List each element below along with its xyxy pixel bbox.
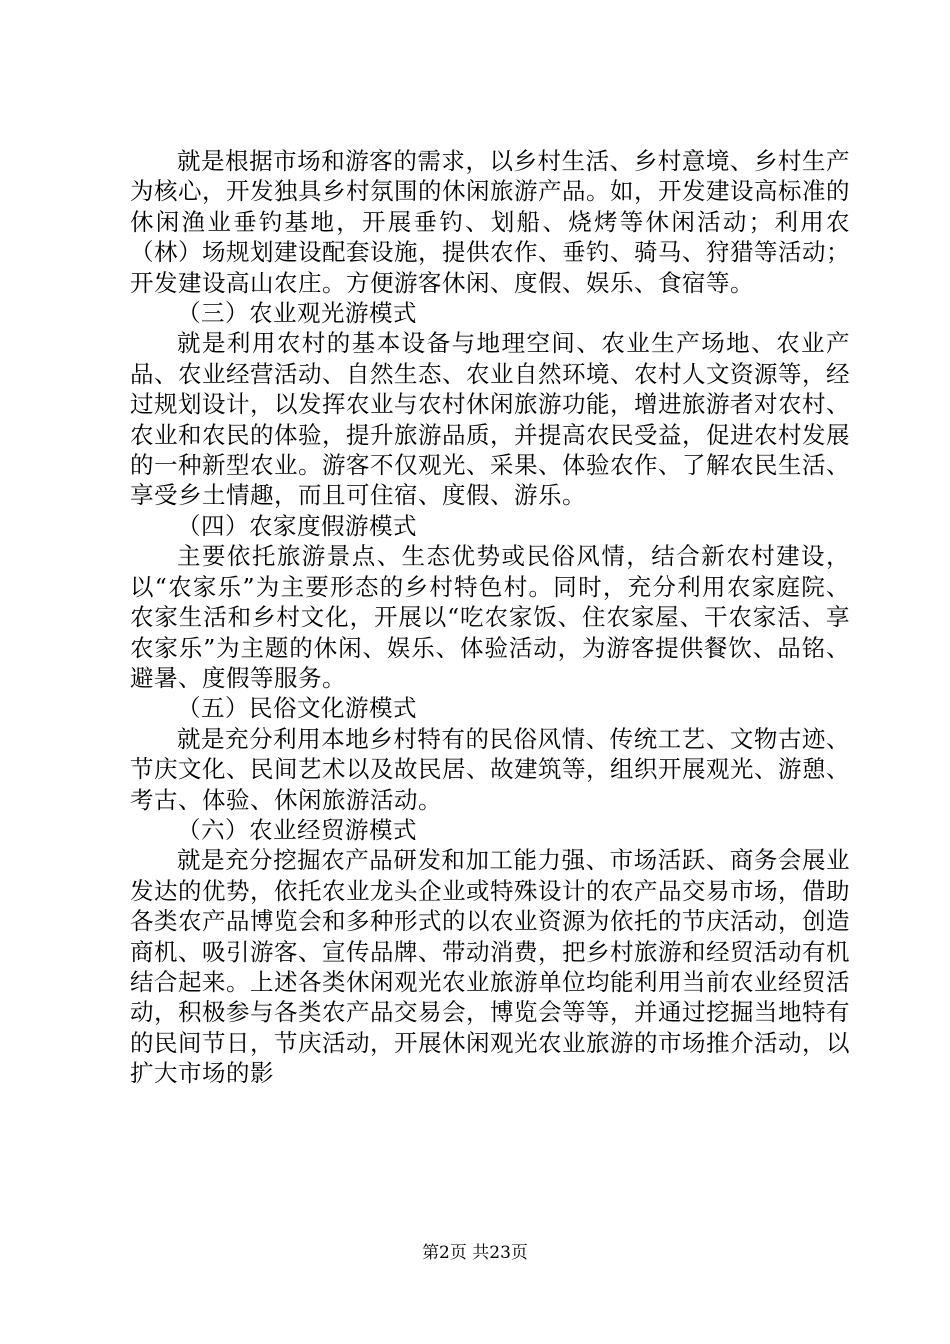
heading-section-6: （六）农业经贸游模式 <box>177 815 417 844</box>
page-number-footer: 第2页 共23页 <box>422 1243 528 1263</box>
paragraph-farmhouse-holiday: 主要依托旅游景点、生态优势或民俗风情，结合新农村建设，以“农家乐”为主要形态的乡村特色村。同时，充分利用农家庭院、农家生活和乡村文化，开展以“吃农家饭、住农家屋、干农家活、享农家乐”为主题的休闲、娱乐、体验活动，为游客提供餐饮、品铭、避暑、度假等服务。 <box>130 542 850 692</box>
heading-section-3: （三）农业观光游模式 <box>177 299 417 328</box>
heading-section-4: （四）农家度假游模式 <box>177 511 417 540</box>
heading-section-5: （五）民俗文化游模式 <box>177 694 417 723</box>
paragraph-leisure-intro: 就是根据市场和游客的需求，以乡村生活、乡村意境、乡村生产为核心，开发独具乡村氛围的休闲旅游产品。如，开发建设高标准的休闲渔业垂钓基地，开展垂钓、划船、烧烤等休闲活动；利用农（林）场规划建设配套设施，提供农作、垂钓、骑马、狩猎等活动；开发建设高山农庄。方便游客休闲、度假、娱乐、食宿等。 <box>130 147 850 297</box>
paragraph-agri-sightseeing: 就是利用农村的基本设备与地理空间、农业生产场地、农业产品、农业经营活动、自然生态、农业自然环境、农村人文资源等，经过规划设计，以发挥农业与农村休闲旅游功能，增进旅游者对农村、农业和农民的体验，提升旅游品质，并提高农民受益，促进农村发展的一种新型农业。游客不仅观光、采果、体验农作、了解农民生活、享受乡土情趣，而且可住宿、度假、游乐。 <box>130 329 850 510</box>
paragraph-agri-trade: 就是充分挖掘农产品研发和加工能力强、市场活跃、商务会展业发达的优势，依托农业龙头企业或特殊设计的农产品交易市场，借助各类农产品博览会和多种形式的以农业资源为依托的节庆活动，创造商机、吸引游客、宣传品牌、带动消费，把乡村旅游和经贸活动有机结合起来。上述各类休闲观光农业旅游单位均能利用当前农业经贸活动，积极参与各类农产品交易会，博览会等等，并通过挖掘当地特有的民间节日，节庆活动，开展休闲观光农业旅游的市场推介活动，以扩大市场的影 <box>130 846 850 1088</box>
paragraph-folk-culture: 就是充分利用本地乡村特有的民俗风情、传统工艺、文物古迹、节庆文化、民间艺术以及故民居、故建筑等，组织开展观光、游憩、考古、体验、休闲旅游活动。 <box>130 724 850 814</box>
page-body <box>130 146 850 1089</box>
